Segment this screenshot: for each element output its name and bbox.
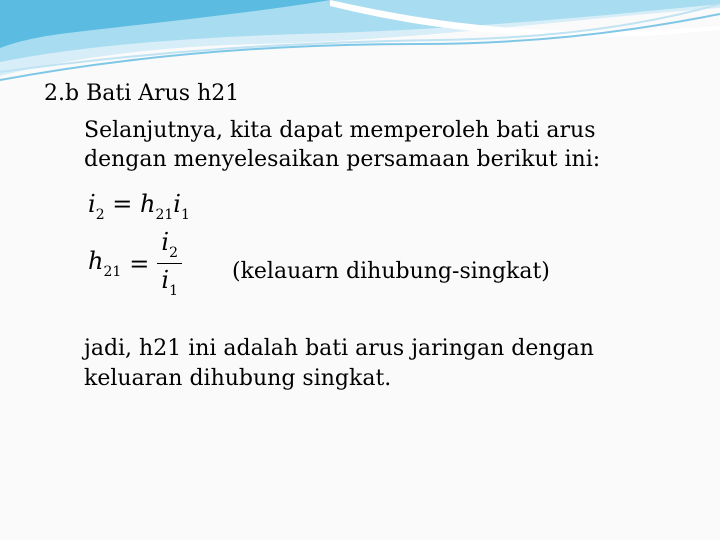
eq2-lhs-sub: 21 [103, 264, 122, 280]
eq2-num-sub: 2 [169, 245, 179, 261]
eq1-lhs-var: i [88, 190, 96, 218]
equation-h21-definition [88, 228, 182, 299]
slide-heading: 2.b Bati Arus h21 [44, 81, 240, 106]
intro-line-2: dengan menyelesaikan persamaan berikut ini: [84, 147, 601, 172]
short-circuit-note: (kelauarn dihubung-singkat) [232, 259, 550, 284]
decorative-wave-header [0, 0, 720, 90]
eq1-rhs-sub1: 21 [155, 207, 174, 223]
eq2-lhs [88, 247, 121, 280]
eq2-num-var: i [161, 228, 170, 256]
eq2-equals: = [129, 249, 150, 278]
conclusion-line-2: keluaran dihubung singkat. [84, 366, 392, 391]
intro-paragraph [84, 116, 600, 174]
conclusion-line-1: jadi, h21 ini adalah bati arus jaringan dengan [84, 336, 594, 361]
eq2-fraction [157, 228, 182, 299]
eq2-den-sub: 1 [169, 283, 179, 299]
eq2-den-var: i [161, 266, 170, 294]
eq1-rhs-var2: i [173, 190, 181, 218]
eq1-equals: = [112, 190, 133, 218]
eq1-lhs-sub: 2 [95, 207, 105, 223]
eq2-denominator [161, 264, 178, 299]
intro-line-1: Selanjutnya, kita dapat memperoleh bati arus [84, 118, 596, 143]
eq2-lhs-var: h [88, 247, 104, 275]
equation-current-relation [88, 190, 190, 223]
conclusion-paragraph [84, 334, 594, 394]
eq1-rhs-sub2: 1 [180, 207, 190, 223]
eq1-rhs-var1: h [140, 190, 156, 218]
eq2-numerator [157, 228, 182, 264]
